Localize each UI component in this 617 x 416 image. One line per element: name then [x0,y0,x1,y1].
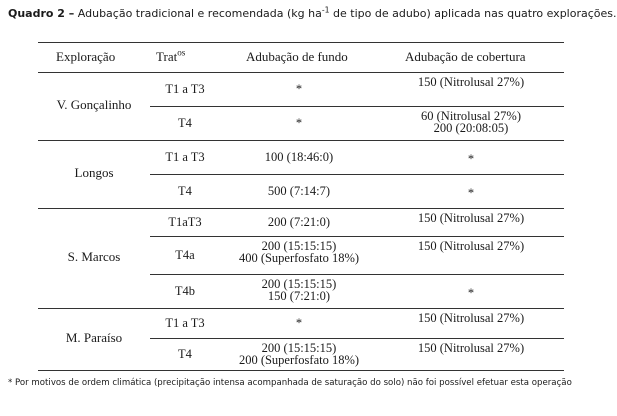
header-tratamentos [156,47,186,64]
cobertura-line: 150 (Nitrolusal 27%) [417,341,525,355]
fundo-cell [220,240,378,264]
group-divider [38,140,564,141]
row-divider [150,236,564,237]
table-caption [8,5,617,21]
cobertura-line: 150 (Nitrolusal 27%) [417,211,525,225]
trat-cell: T4a [175,248,195,262]
cobertura-cell [378,153,564,165]
group-divider [38,208,564,209]
trat-cell: T1 a T3 [165,316,205,330]
cobertura-line: 150 (Nitrolusal 27%) [417,311,525,325]
cobertura-cell [378,187,564,199]
fundo-cell [220,117,378,129]
fundo-cell [220,317,378,329]
trat-cell: T4 [178,116,192,130]
caption-text-end: de tipo de adubo) aplicada nas quatro explorações. [329,7,617,20]
header-trat-superscript: os [177,47,186,58]
row-divider [150,174,564,175]
cobertura-line: 150 (Nitrolusal 27%) [417,75,525,89]
exploracao-name: Longos [74,165,114,180]
header-exploracao: Exploração [56,49,116,64]
fundo-line: * [295,316,303,330]
exploracao-name: S. Marcos [67,249,121,264]
trat-cell: T4 [178,184,192,198]
cobertura-cell [378,240,564,252]
cobertura-line: 150 (Nitrolusal 27%) [417,239,525,253]
trat-cell: T1 a T3 [165,82,205,96]
group-divider [38,308,564,309]
row-divider [150,274,564,275]
table-bottom-rule [38,370,564,371]
header-adubacao-cobertura: Adubação de cobertura [405,49,526,64]
fundo-line: 200 (Superfosfato 18%) [238,353,360,367]
trat-cell: T4 [178,347,192,361]
trat-cell: T1aT3 [168,215,202,229]
fundo-cell [220,83,378,95]
fundo-cell [220,342,378,366]
cobertura-line: * [467,152,475,166]
fundo-line: * [295,116,303,130]
fundo-line: 500 (7:14:7) [267,184,331,198]
fundo-line: 200 (15:15:15) [261,341,337,355]
caption-superscript: -1 [321,5,330,15]
fundo-line: 100 (18:46:0) [264,150,334,164]
fundo-line: 200 (15:15:15) [261,239,337,253]
table-top-rule [38,42,564,43]
cobertura-cell [378,110,564,134]
row-divider [150,338,564,339]
header-trat-label: Trat [156,49,178,64]
trat-cell: T4b [174,284,196,298]
fundo-cell [220,185,378,197]
cobertura-cell [378,312,564,324]
fundo-line: 400 (Superfosfato 18%) [238,251,360,265]
cobertura-line: * [467,186,475,200]
exploracao-name: M. Paraíso [65,330,123,345]
fundo-line: 150 (7:21:0) [267,289,331,303]
cobertura-line: 60 (Nitrolusal 27%) [421,109,521,123]
row-divider [150,106,564,107]
caption-label: Quadro 2 – [8,7,75,20]
fundo-cell [220,151,378,163]
fundo-line: * [295,82,303,96]
fundo-cell [220,278,378,302]
fundo-cell [220,216,378,228]
cobertura-line: 200 (20:08:05) [433,121,509,135]
fundo-line: 200 (7:21:0) [267,215,331,229]
caption-text: Adubação tradicional e recomendada (kg ha [77,7,322,20]
header-bottom-rule [38,72,564,73]
cobertura-cell [378,212,564,224]
header-adubacao-fundo: Adubação de fundo [246,49,348,64]
cobertura-cell [378,342,564,354]
trat-cell: T1 a T3 [165,150,205,164]
footnote: * Por motivos de ordem climática (precipitação intensa acompanhada de saturação do solo) não foi possível efetuar esta operação [8,378,572,388]
cobertura-cell [378,287,564,299]
cobertura-cell [378,76,564,88]
exploracao-name: V. Gonçalinho [56,97,132,112]
cobertura-line: * [467,286,475,300]
fundo-line: 200 (15:15:15) [261,277,337,291]
